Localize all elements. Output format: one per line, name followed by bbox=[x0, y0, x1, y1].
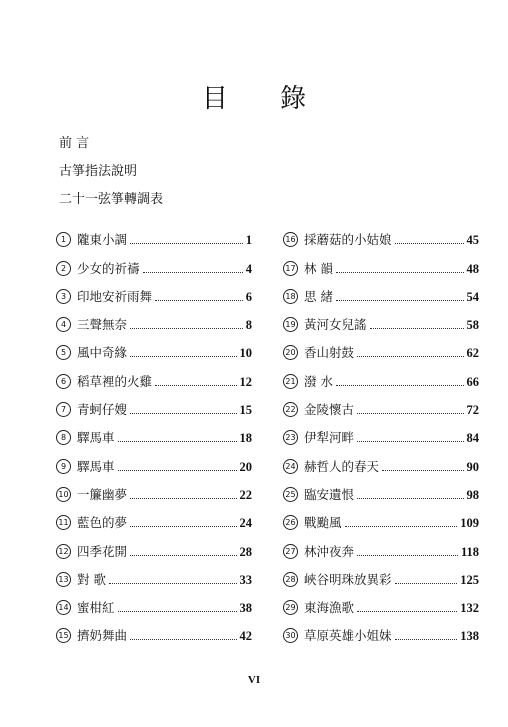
entry-number-badge: 12 bbox=[56, 544, 71, 559]
entry-title: 林沖夜奔 bbox=[304, 543, 355, 559]
entry-number-badge: 23 bbox=[283, 430, 298, 445]
entry-number-badge: 8 bbox=[56, 430, 71, 445]
dot-leader bbox=[130, 498, 236, 499]
entry-page-number: 42 bbox=[239, 629, 252, 644]
toc-column-left bbox=[56, 220, 252, 644]
entry-title: 少女的祈禱 bbox=[77, 260, 140, 276]
entry-page-number: 90 bbox=[466, 459, 479, 474]
entry-number-badge: 21 bbox=[283, 374, 298, 389]
toc-entry bbox=[283, 390, 479, 418]
toc-entry bbox=[283, 333, 479, 361]
entry-page-number: 109 bbox=[460, 516, 479, 531]
toc-entry bbox=[56, 616, 252, 644]
page-number: VI bbox=[247, 674, 261, 686]
toc-entry bbox=[283, 446, 479, 474]
page-title: 目 錄 bbox=[201, 84, 329, 114]
entry-page-number: 18 bbox=[239, 431, 252, 446]
toc-entry bbox=[56, 446, 252, 474]
entry-title: 青蚵仔嫂 bbox=[77, 402, 128, 418]
entry-title: 思 緒 bbox=[304, 288, 333, 304]
entry-title: 對 歌 bbox=[77, 571, 106, 587]
toc-entry bbox=[56, 560, 252, 588]
dot-leader bbox=[130, 413, 236, 414]
toc-entry bbox=[283, 531, 479, 559]
entry-title: 伊犁河畔 bbox=[304, 430, 355, 446]
dot-leader bbox=[109, 583, 237, 584]
entry-title: 驛馬車 bbox=[77, 458, 115, 474]
toc-entry bbox=[56, 333, 252, 361]
entry-title: 金陵懷古 bbox=[304, 402, 355, 418]
entry-title: 臨安遺恨 bbox=[304, 486, 355, 502]
entry-number-badge: 15 bbox=[56, 628, 71, 643]
toc-entry bbox=[283, 305, 479, 333]
toc-entry bbox=[283, 475, 479, 503]
entry-number-badge: 24 bbox=[283, 459, 298, 474]
intro-list bbox=[59, 136, 163, 220]
dot-leader bbox=[357, 441, 463, 442]
entry-number-badge: 22 bbox=[283, 402, 298, 417]
dot-leader bbox=[336, 272, 464, 273]
entry-page-number: 54 bbox=[466, 289, 479, 304]
entry-title: 採蘑菇的小姑娘 bbox=[304, 232, 392, 248]
toc-entry bbox=[56, 361, 252, 389]
toc-entry bbox=[56, 503, 252, 531]
dot-leader bbox=[395, 639, 458, 640]
entry-title: 蜜柑紅 bbox=[77, 600, 115, 616]
dot-leader bbox=[357, 413, 463, 414]
entry-number-badge: 29 bbox=[283, 600, 298, 615]
toc-entry bbox=[56, 220, 252, 248]
entry-title: 香山射鼓 bbox=[304, 345, 355, 361]
entry-page-number: 20 bbox=[239, 459, 252, 474]
toc-entry bbox=[283, 418, 479, 446]
entry-number-badge: 25 bbox=[283, 487, 298, 502]
entry-number-badge: 30 bbox=[283, 628, 298, 643]
toc-entry bbox=[56, 277, 252, 305]
entry-title: 東海漁歌 bbox=[304, 600, 355, 616]
entry-number-badge: 6 bbox=[56, 374, 71, 389]
entry-page-number: 48 bbox=[466, 261, 479, 276]
intro-item-transposition-table: 二十一弦箏轉調表 bbox=[59, 192, 164, 207]
entry-number-badge: 27 bbox=[283, 544, 298, 559]
entry-page-number: 98 bbox=[466, 487, 479, 502]
dot-leader bbox=[357, 356, 463, 357]
entry-title: 四季花開 bbox=[77, 543, 128, 559]
toc-entry bbox=[56, 588, 252, 616]
entry-number-badge: 19 bbox=[283, 317, 298, 332]
entry-page-number: 10 bbox=[239, 346, 252, 361]
dot-leader bbox=[395, 243, 464, 244]
dot-leader bbox=[357, 555, 458, 556]
dot-leader bbox=[143, 272, 243, 273]
dot-leader bbox=[130, 243, 243, 244]
toc-entry bbox=[283, 503, 479, 531]
toc-entry bbox=[56, 418, 252, 446]
entry-title: 驛馬車 bbox=[77, 430, 115, 446]
entry-page-number: 24 bbox=[239, 516, 252, 531]
entry-page-number: 118 bbox=[460, 544, 479, 559]
entry-number-badge: 20 bbox=[283, 345, 298, 360]
toc-column-right bbox=[283, 220, 479, 644]
dot-leader bbox=[155, 385, 236, 386]
entry-title: 三聲無奈 bbox=[77, 317, 128, 333]
entry-title: 林 韻 bbox=[304, 260, 333, 276]
toc-entry bbox=[56, 305, 252, 333]
entry-page-number: 132 bbox=[460, 601, 479, 616]
dot-leader bbox=[118, 470, 237, 471]
entry-page-number: 8 bbox=[245, 318, 252, 333]
dot-leader bbox=[130, 328, 243, 329]
entry-number-badge: 18 bbox=[283, 289, 298, 304]
entry-number-badge: 3 bbox=[56, 289, 71, 304]
entry-number-badge: 28 bbox=[283, 572, 298, 587]
dot-leader bbox=[345, 526, 458, 527]
dot-leader bbox=[357, 611, 457, 612]
entry-number-badge: 26 bbox=[283, 515, 298, 530]
entry-page-number: 33 bbox=[239, 572, 252, 587]
entry-title: 一簾幽夢 bbox=[77, 486, 128, 502]
entry-number-badge: 7 bbox=[56, 402, 71, 417]
toc-entry bbox=[283, 560, 479, 588]
entry-page-number: 125 bbox=[460, 572, 479, 587]
dot-leader bbox=[130, 356, 236, 357]
toc-entry bbox=[56, 531, 252, 559]
entry-title: 赫哲人的春天 bbox=[304, 458, 380, 474]
entry-title: 擠奶舞曲 bbox=[77, 628, 128, 644]
dot-leader bbox=[118, 441, 237, 442]
toc-entry bbox=[283, 616, 479, 644]
entry-number-badge: 4 bbox=[56, 317, 71, 332]
dot-leader bbox=[395, 583, 458, 584]
entry-page-number: 72 bbox=[466, 403, 479, 418]
toc-entry bbox=[283, 220, 479, 248]
entry-number-badge: 14 bbox=[56, 600, 71, 615]
intro-item-fingering: 古箏指法說明 bbox=[59, 164, 138, 179]
entry-title: 風中奇緣 bbox=[77, 345, 128, 361]
dot-leader bbox=[336, 385, 464, 386]
entry-title: 戰颱風 bbox=[304, 515, 342, 531]
toc-entry bbox=[283, 248, 479, 276]
dot-leader bbox=[118, 611, 237, 612]
dot-leader bbox=[155, 300, 243, 301]
toc-entry bbox=[283, 277, 479, 305]
dot-leader bbox=[382, 470, 463, 471]
entry-page-number: 6 bbox=[245, 289, 252, 304]
dot-leader bbox=[130, 639, 236, 640]
toc-entry bbox=[283, 588, 479, 616]
entry-page-number: 138 bbox=[460, 629, 479, 644]
entry-page-number: 45 bbox=[466, 233, 479, 248]
toc-entry bbox=[56, 475, 252, 503]
toc-entry bbox=[56, 390, 252, 418]
entry-page-number: 4 bbox=[245, 261, 252, 276]
entry-number-badge: 17 bbox=[283, 261, 298, 276]
toc-entry bbox=[56, 248, 252, 276]
entry-page-number: 1 bbox=[245, 233, 252, 248]
entry-number-badge: 5 bbox=[56, 345, 71, 360]
entry-page-number: 84 bbox=[466, 431, 479, 446]
entry-page-number: 22 bbox=[239, 487, 252, 502]
entry-title: 潑 水 bbox=[304, 373, 333, 389]
toc-entry bbox=[283, 361, 479, 389]
entry-title: 黃河女兒謠 bbox=[304, 317, 367, 333]
entry-title: 印地安祈雨舞 bbox=[77, 288, 153, 304]
entry-page-number: 58 bbox=[466, 318, 479, 333]
dot-leader bbox=[130, 555, 236, 556]
dot-leader bbox=[357, 498, 463, 499]
entry-page-number: 28 bbox=[239, 544, 252, 559]
dot-leader bbox=[336, 300, 464, 301]
entry-title: 藍色的夢 bbox=[77, 515, 128, 531]
entry-page-number: 62 bbox=[466, 346, 479, 361]
entry-number-badge: 16 bbox=[283, 232, 298, 247]
dot-leader bbox=[370, 328, 464, 329]
entry-number-badge: 10 bbox=[56, 487, 71, 502]
intro-item-preface: 前 言 bbox=[59, 136, 90, 151]
entry-number-badge: 1 bbox=[56, 232, 71, 247]
entry-title: 峽谷明珠放異彩 bbox=[304, 571, 392, 587]
dot-leader bbox=[130, 526, 236, 527]
entry-number-badge: 11 bbox=[56, 515, 71, 530]
entry-number-badge: 13 bbox=[56, 572, 71, 587]
entry-number-badge: 9 bbox=[56, 459, 71, 474]
entry-title: 隴東小調 bbox=[77, 232, 128, 248]
entry-title: 草原英雄小姐妹 bbox=[304, 628, 392, 644]
entry-title: 稻草裡的火雞 bbox=[77, 373, 153, 389]
entry-page-number: 12 bbox=[239, 374, 252, 389]
entry-number-badge: 2 bbox=[56, 261, 71, 276]
entry-page-number: 66 bbox=[466, 374, 479, 389]
entry-page-number: 38 bbox=[239, 601, 252, 616]
entry-page-number: 15 bbox=[239, 403, 252, 418]
